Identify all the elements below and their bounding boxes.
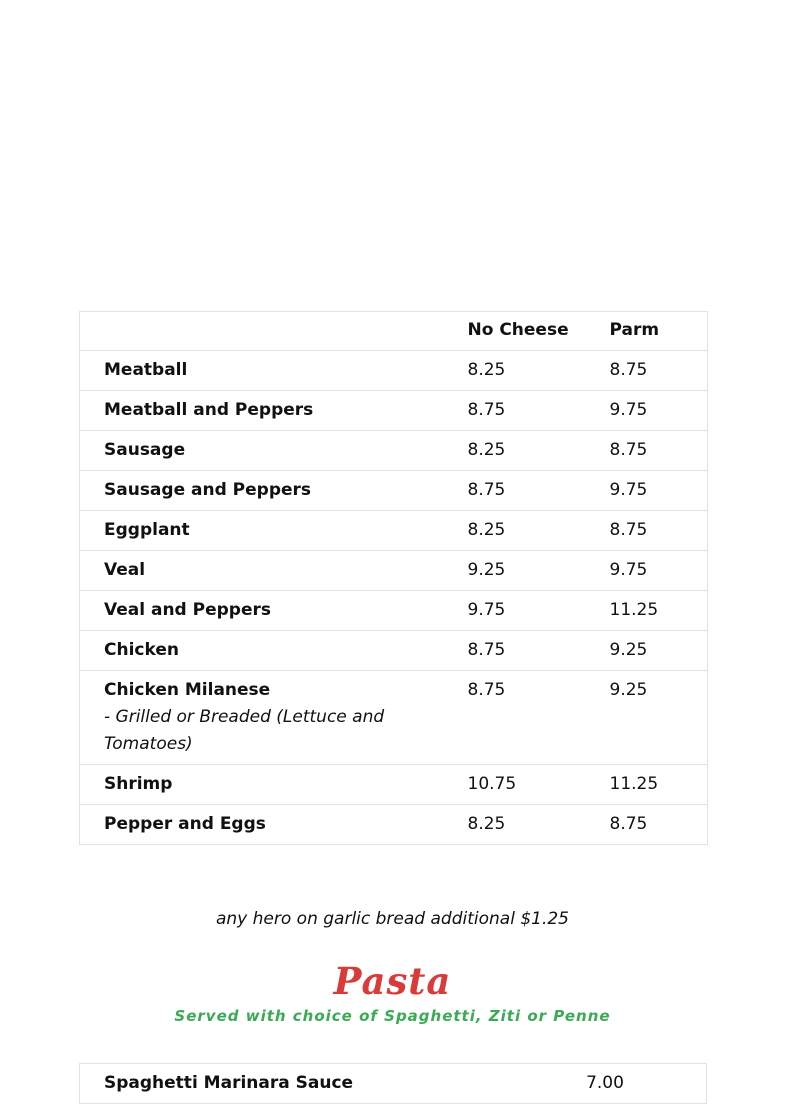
price-parm: 11.25 [610, 765, 708, 805]
price-parm: 9.25 [610, 671, 708, 765]
item-name: Eggplant [104, 520, 190, 540]
price-parm: 8.75 [610, 511, 708, 551]
table-row [80, 351, 708, 391]
item-name: Shrimp [104, 774, 173, 794]
pasta-section-title: Pasta [333, 959, 452, 1003]
pasta-section-subtitle: Served with choice of Spaghetti, Ziti or Penne [174, 1007, 611, 1025]
price-no-cheese: 9.25 [468, 551, 610, 591]
item-name: Veal and Peppers [104, 600, 271, 620]
item-description: - Grilled or Breaded (Lettuce and Tomatoes) [104, 707, 385, 754]
table-row [80, 511, 708, 551]
price-parm: 9.75 [610, 471, 708, 511]
item-name: Meatball and Peppers [104, 400, 314, 420]
price-no-cheese: 8.75 [468, 671, 610, 765]
price-no-cheese: 8.25 [468, 351, 610, 391]
table-row [80, 1064, 707, 1104]
price-no-cheese: 8.75 [468, 471, 610, 511]
price-no-cheese: 8.25 [468, 431, 610, 471]
price-no-cheese: 8.25 [468, 805, 610, 845]
item-name: Chicken [104, 640, 179, 660]
item-name: Pepper and Eggs [104, 814, 266, 834]
header-no-cheese: No Cheese [468, 312, 610, 351]
garlic-bread-note: any hero on garlic bread additional $1.25 [215, 909, 569, 929]
table-header-row [80, 312, 708, 351]
table-row [80, 471, 708, 511]
price-no-cheese: 8.25 [468, 511, 610, 551]
table-row [80, 591, 708, 631]
table-row [80, 805, 708, 845]
table-row [80, 671, 708, 765]
item-name: Chicken Milanese [104, 680, 271, 700]
table-row [80, 551, 708, 591]
table-row [80, 631, 708, 671]
price-parm: 8.75 [610, 431, 708, 471]
price-parm: 9.25 [610, 631, 708, 671]
header-item [80, 312, 468, 351]
hero-price-table [79, 311, 708, 845]
header-parm: Parm [610, 312, 708, 351]
item-name: Veal [104, 560, 146, 580]
table-row [80, 765, 708, 805]
table-row [80, 431, 708, 471]
price-no-cheese: 10.75 [468, 765, 610, 805]
price-no-cheese: 9.75 [468, 591, 610, 631]
item-name: Spaghetti Marinara Sauce [80, 1064, 587, 1104]
price-parm: 9.75 [610, 551, 708, 591]
price-parm: 8.75 [610, 351, 708, 391]
item-name: Sausage and Peppers [104, 480, 312, 500]
item-name: Meatball [104, 360, 188, 380]
pasta-price-table [79, 1063, 707, 1104]
table-row [80, 391, 708, 431]
price-parm: 9.75 [610, 391, 708, 431]
item-name: Sausage [104, 440, 186, 460]
price-parm: 8.75 [610, 805, 708, 845]
price-no-cheese: 8.75 [468, 391, 610, 431]
item-price: 7.00 [586, 1064, 706, 1104]
price-parm: 11.25 [610, 591, 708, 631]
price-no-cheese: 8.75 [468, 631, 610, 671]
